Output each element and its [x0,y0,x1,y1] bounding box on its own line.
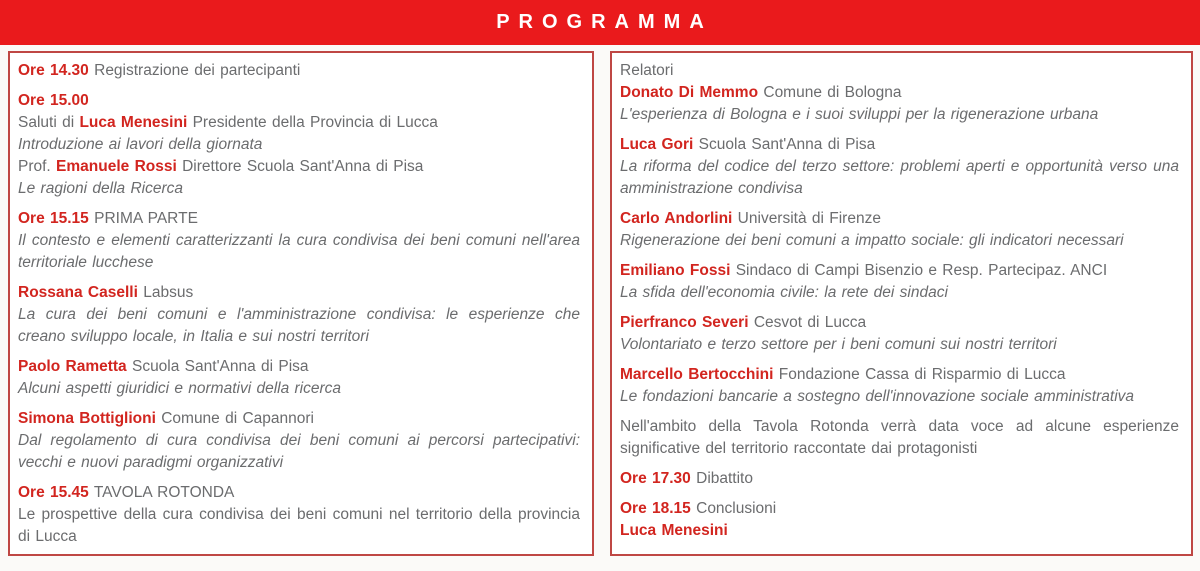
program-entry [18,208,580,274]
program-line [620,134,1179,156]
highlighted-text: Ore 14.30 [18,62,89,79]
program-entry [18,90,580,200]
program-line [18,60,580,82]
program-line [620,364,1179,386]
program-line [18,156,580,178]
highlighted-text: Pierfranco Severi [620,314,749,331]
program-line [620,386,1179,408]
text-segment: Labsus [137,284,194,301]
text-segment: Le ragioni della Ricerca [18,180,183,197]
highlighted-text: Ore 15.15 [18,210,89,227]
highlighted-text: Ore 15.45 [18,484,89,501]
text-segment: Dibattito [690,470,753,487]
speakers-panel [610,51,1193,556]
program-entry [18,408,580,474]
program-entry [18,60,580,82]
program-entry [620,468,1179,490]
program-entry [18,282,580,348]
program-line [18,90,580,112]
highlighted-text: Luca Menesini [79,114,188,131]
text-segment: L'esperienza di Bologna e i suoi sviluppi per la rigenerazione urbana [620,106,1099,123]
text-segment: Dal regolamento di cura condivisa dei beni comuni ai percorsi partecipativi: vecchi e nuovi paradigmi organizzativi [18,432,580,471]
program-entry [620,498,1179,542]
text-segment: Sindaco di Campi Bisenzio e Resp. Partecipaz. ANCI [730,262,1108,279]
text-segment: La riforma del codice del terzo settore: problemi aperti e opportunità verso una amministrazione condivisa [620,158,1179,197]
text-segment: Alcuni aspetti giuridici e normativi della ricerca [18,380,342,397]
text-segment: Conclusioni [690,500,777,517]
program-line [620,334,1179,356]
program-line [620,312,1179,334]
program-line [620,208,1179,230]
text-segment: Università di Firenze [732,210,881,227]
highlighted-text: Emiliano Fossi [620,262,731,279]
text-segment: Registrazione dei partecipanti [88,62,301,79]
text-segment: PRIMA PARTE [88,210,198,227]
program-line [18,178,580,200]
program-line [18,208,580,230]
program-line [620,416,1179,460]
text-segment: Presidente della Provincia di Lucca [187,114,438,131]
program-entry [620,134,1179,200]
highlighted-text: Luca Menesini [620,522,728,539]
highlighted-text: Emanuele Rossi [56,158,177,175]
highlighted-text: Rossana Caselli [18,284,138,301]
text-segment: Prof. [18,158,57,175]
text-segment: Comune di Capannori [155,410,314,427]
program-line [620,60,1179,82]
program-line [18,230,580,274]
text-segment: Cesvot di Lucca [748,314,867,331]
highlighted-text: Paolo Rametta [18,358,127,375]
program-line [620,82,1179,104]
program-line [18,504,580,548]
program-line [620,156,1179,200]
text-segment: Scuola Sant'Anna di Pisa [693,136,876,153]
text-segment: Nell'ambito della Tavola Rotonda verrà data voce ad alcune esperienze significative del territorio raccontate dai protagonisti [620,418,1179,457]
text-segment: Introduzione ai lavori della giornata [18,136,263,153]
text-segment: La sfida dell'economia civile: la rete dei sindaci [620,284,948,301]
highlighted-text: Ore 17.30 [620,470,691,487]
text-segment: Rigenerazione dei beni comuni a impatto sociale: gli indicatori necessari [620,232,1124,249]
program-line [18,356,580,378]
program-line [18,112,580,134]
highlighted-text: Simona Bottiglioni [18,410,156,427]
highlighted-text: Luca Gori [620,136,694,153]
text-segment: Scuola Sant'Anna di Pisa [126,358,309,375]
text-segment: Relatori [620,62,674,79]
program-entry [620,208,1179,252]
highlighted-text: Marcello Bertocchini [620,366,774,383]
text-segment: Volontariato e terzo settore per i beni comuni sui nostri territori [620,336,1057,353]
program-line [18,378,580,400]
highlighted-text: Ore 15.00 [18,92,89,109]
text-segment: Saluti di [18,114,80,131]
program-entry [18,356,580,400]
program-line [620,468,1179,490]
text-segment: Le fondazioni bancarie a sostegno dell'innovazione sociale amministrativa [620,388,1135,405]
schedule-panel [8,51,594,556]
highlighted-text: Ore 18.15 [620,500,691,517]
text-segment: Direttore Scuola Sant'Anna di Pisa [176,158,424,175]
program-line [620,260,1179,282]
text-segment: La cura dei beni comuni e l'amministrazione condivisa: le esperienze che creano sviluppo locale, in Italia e sui nostri territori [18,306,580,345]
program-line [18,408,580,430]
program-entry [620,416,1179,460]
page-title: PROGRAMMA [496,11,713,33]
program-line [18,482,580,504]
text-segment: Il contesto e elementi caratterizzanti la cura condivisa dei beni comuni nell'area territoriale lucchese [18,232,580,271]
text-segment: Fondazione Cassa di Risparmio di Lucca [773,366,1066,383]
program-entry [620,364,1179,408]
program-line [18,304,580,348]
programma-banner [0,0,1200,45]
program-line [620,230,1179,252]
text-segment: Comune di Bologna [758,84,902,101]
text-segment: Le prospettive della cura condivisa dei beni comuni nel territorio della provincia di Lucca [18,506,580,545]
program-line [620,498,1179,520]
program-line [620,282,1179,304]
text-segment: TAVOLA ROTONDA [88,484,235,501]
program-line [18,430,580,474]
program-line [18,282,580,304]
program-entry [18,482,580,548]
highlighted-text: Donato Di Memmo [620,84,759,101]
program-line [620,520,1179,542]
program-line [620,104,1179,126]
program-entry [620,312,1179,356]
program-entry [620,260,1179,304]
program-line [18,134,580,156]
highlighted-text: Carlo Andorlini [620,210,733,227]
program-entry [620,60,1179,126]
